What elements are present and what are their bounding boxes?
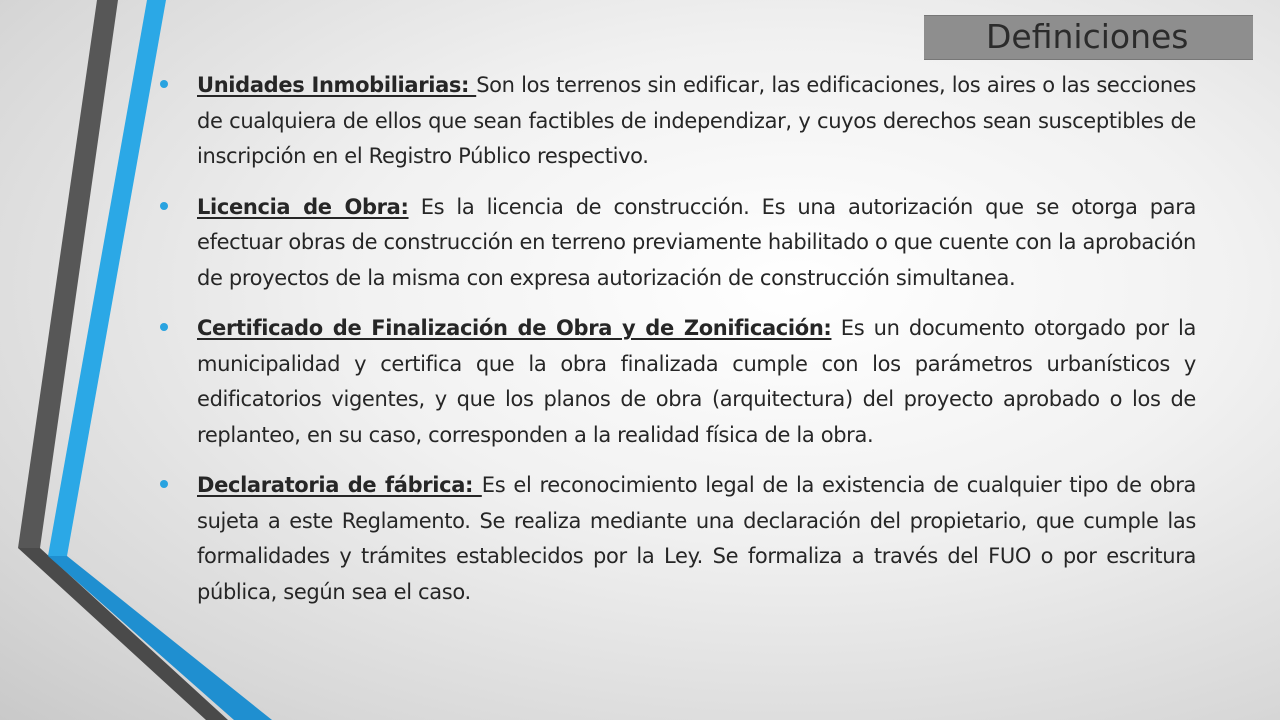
- bullet-icon: [160, 480, 168, 488]
- definition-paragraph: [197, 68, 1196, 175]
- definition-paragraph: [197, 311, 1196, 453]
- definition-text: Es un documento otorgado por la municipalidad y certifica que la obra finalizada cumple con los parámetros urbanísticos y edificatorios vigentes, y que los planos de obra (arquitectura) del proyecto aprobado o los de replanteo, en su caso, corresponden a la realidad física de la obra.: [197, 316, 1196, 447]
- definition-text: Es la licencia de construcción. Es una autorización que se otorga para efectuar obras de construcción en terreno previamente habilitado o que cuente con la aprobación de proyectos de la misma con expresa autorización de construcción simultanea.: [197, 194, 1196, 290]
- definitions-list: [160, 68, 1196, 625]
- definition-paragraph: [197, 468, 1196, 610]
- definition-term: Declaratoria de fábrica:: [197, 473, 482, 497]
- bullet-icon: [160, 323, 168, 331]
- slide-title: Definiciones: [986, 17, 1189, 56]
- bullet-icon: [160, 80, 168, 88]
- definition-paragraph: [197, 190, 1196, 297]
- bullet-icon: [160, 202, 168, 210]
- definition-text: Es el reconocimiento legal de la existencia de cualquier tipo de obra sujeta a este Reglamento. Se realiza mediante una declaración del propietario, que cumple las formalidades y trámites establecidos por la Ley. Se formaliza a través del FUO o por escritura pública, según sea el caso.: [197, 473, 1196, 604]
- definition-text: Son los terrenos sin edificar, las edificaciones, los aires o las secciones de cualquiera de ellos que sean factibles de independizar, y cuyos derechos sean susceptibles de inscripción en el Registro Público respectivo.: [197, 73, 1196, 168]
- list-item: [160, 68, 1196, 175]
- definition-term: Licencia de Obra:: [197, 194, 409, 219]
- list-item: [160, 311, 1196, 453]
- definition-term: Unidades Inmobiliarias:: [197, 73, 477, 97]
- list-item: [160, 468, 1196, 610]
- list-item: [160, 190, 1196, 297]
- definition-term: Certificado de Finalización de Obra y de Zonificación:: [197, 316, 832, 340]
